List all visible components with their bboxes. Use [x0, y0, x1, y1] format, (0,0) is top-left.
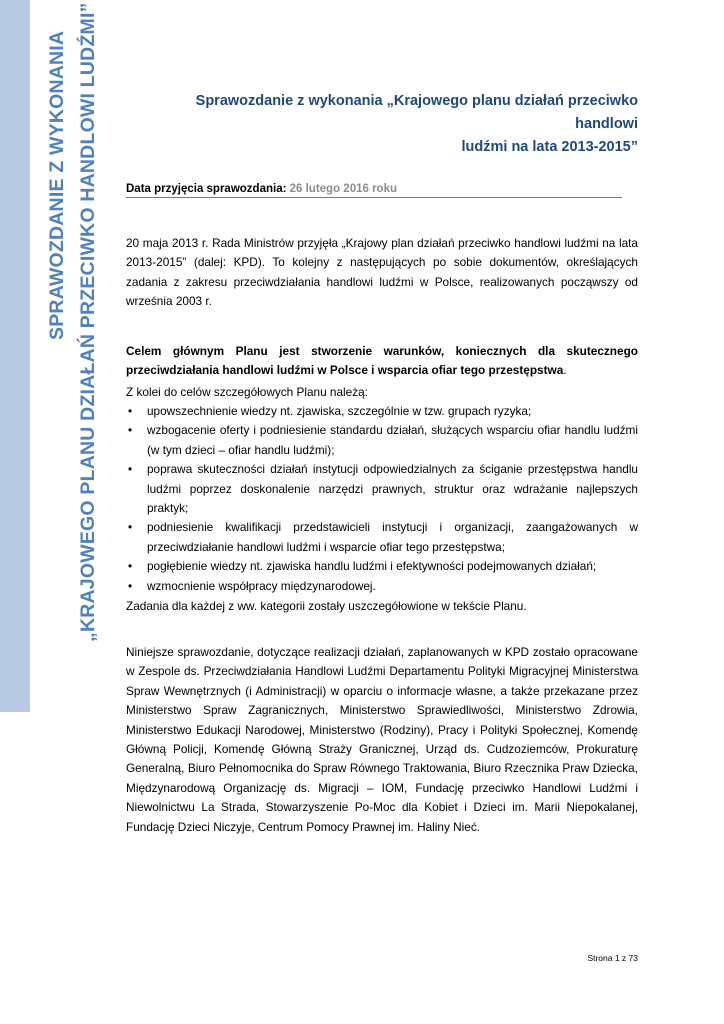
- bullet-icon: •: [128, 559, 133, 574]
- adoption-date: [126, 182, 622, 198]
- main-goal-paragraph: [126, 342, 638, 381]
- bullet-icon: •: [128, 520, 133, 535]
- adoption-date-label: Data przyjęcia sprawozdania:: [126, 183, 287, 195]
- list-item-text: upowszechnienie wiedzy nt. zjawiska, szczególnie w tzw. grupach ryzyka;: [147, 404, 532, 418]
- report-paragraph: Niniejsze sprawozdanie, dotyczące realizacji działań, zaplanowanych w KPD zostało opracowane w Zespole ds. Przeciwdziałania Handlowi Ludźmi Departamentu Polityki Migracyjnej Ministerstwa Spraw Wewnętrznych (i Administracji) w oparciu o informacje własne, a także przekazane przez Ministerstwo Spraw Zagranicznych, Ministerstwo Sprawiedliwości, Ministerstwo Zdrowia, Ministerstwo Edukacji Narodowej, Ministerstwo (Rodziny), Pracy i Polityki Społecznej, Komendę Główną Policji, Komendę Główną Straży Granicznej, Urząd ds. Cudzoziemców, Prokuraturę Generalną, Biuro Pełnomocnika do Spraw Równego Traktowania, Biuro Rzecznika Praw Dziecka, Międzynarodową Organizację ds. Migracji – IOM, Fundację przeciwko Handlowi Ludźmi i Niewolnictwu La Strada, Stowarzyszenie Po-Moc dla Kobiet i Dzieci im. Marii Niepokalanej, Fundację Dzieci Niczyje, Centrum Pomocy Prawnej im. Haliny Nieć.: [126, 645, 638, 834]
- bullet-icon: •: [128, 578, 133, 593]
- goals-list: [126, 402, 638, 596]
- document-title-line1: Sprawozdanie z wykonania „Krajowego planu działań przeciwko handlowi: [195, 93, 638, 132]
- main-goal-text: Celem głównym Planu jest stworzenie warunków, koniecznych dla skutecznego przeciwdziałania handlowi ludźmi w Polsce i wsparcia ofiar tego przestępstwa: [126, 344, 638, 378]
- main-goal-end: .: [563, 363, 567, 378]
- bullet-icon: •: [128, 423, 133, 438]
- list-item-text: wzbogacenie oferty i podniesienie standardu działań, służących wsparciu ofiar handlu ludźmi (w tym dzieci – ofiar handlu ludźmi);: [147, 423, 638, 457]
- list-item: [126, 402, 638, 421]
- adoption-date-value: 26 lutego 2016 roku: [289, 183, 397, 195]
- list-item-text: pogłębienie wiedzy nt. zjawiska handlu ludźmi i efektywności podejmowanych działań;: [147, 559, 597, 574]
- list-item: [126, 518, 638, 557]
- goals-intro: Z kolei do celów szczegółowych Planu należą:: [126, 385, 368, 399]
- bullet-icon: •: [128, 404, 133, 418]
- page-number: Strona 1 z 73: [587, 953, 638, 963]
- document-title-line2: ludźmi na lata 2013-2015”: [461, 139, 638, 155]
- list-item: [126, 557, 638, 576]
- tasks-note: Zadania dla każdej z ww. kategorii zostały uszczegółowione w tekście Planu.: [126, 599, 527, 613]
- sidebar-color-strip: [0, 0, 30, 712]
- vertical-title-line1: SPRAWOZDANIE Z WYKONANIA: [46, 30, 68, 340]
- bullet-icon: •: [128, 462, 133, 477]
- vertical-title-line2: „KRAJOWEGO PLANU DZIAŁAŃ PRZECIWKO HANDLOWI LUDŹMI”: [77, 2, 99, 642]
- list-item-text: podniesienie kwalifikacji przedstawicieli instytucji i organizacji, zaangażowanych w przeciwdziałanie handlowi ludźmi i wsparcie ofiar tego przestępstwa;: [147, 520, 638, 554]
- list-item-text: poprawa skuteczności działań instytucji odpowiedzialnych za ściganie przestępstwa handlu ludźmi poprzez doskonalenie narzędzi prawnych, struktur oraz wdrażanie najlepszych praktyk;: [147, 462, 638, 516]
- document-title: [130, 90, 638, 159]
- list-item: [126, 577, 638, 596]
- intro-paragraph: 20 maja 2013 r. Rada Ministrów przyjęła „Krajowy plan działań przeciwko handlowi ludźmi na lata 2013-2015” (dalej: KPD). To kolejny z następujących po sobie dokumentów, określających zadania z zakresu przeciwdziałania handlowi ludźmi w Polsce, realizowanych począwszy od września 2003 r.: [126, 236, 638, 309]
- list-item: [126, 460, 638, 518]
- list-item-text: wzmocnienie współpracy międzynarodowej.: [147, 578, 376, 593]
- list-item: [126, 421, 638, 460]
